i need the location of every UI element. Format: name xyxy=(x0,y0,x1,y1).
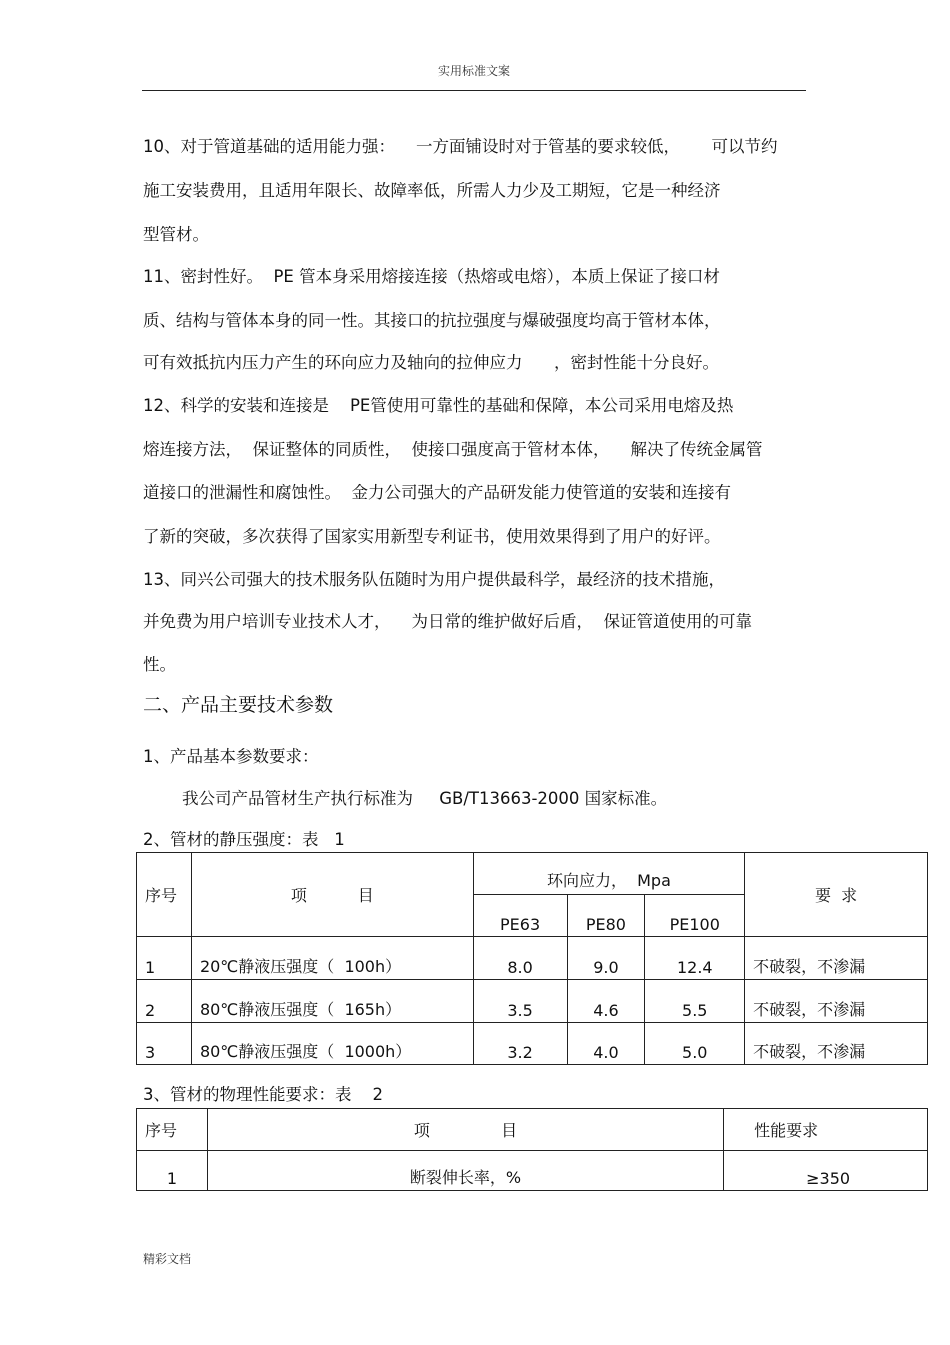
row-pe63: 3.2 xyxy=(473,1023,567,1065)
header-pe80: PE80 xyxy=(567,895,645,937)
row-pe63: 8.0 xyxy=(473,937,567,980)
row-pe100: 5.5 xyxy=(645,980,745,1023)
static-pressure-table xyxy=(136,852,928,1065)
paragraph-11-line-2: 质、结构与管体本身的同一性。其接口的抗拉强度与爆破强度均高于管材本体， xyxy=(143,311,721,330)
paragraph-11-line-3: 可有效抵抗内压力产生的环向应力及轴向的拉伸应力 ，密封性能十分良好。 xyxy=(143,353,719,372)
header-pe63: PE63 xyxy=(473,895,567,937)
header-no: 序号 xyxy=(137,853,192,937)
row-requirement: 不破裂，不渗漏 xyxy=(745,937,928,980)
table-row xyxy=(137,980,928,1023)
header-pe100: PE100 xyxy=(645,895,745,937)
header-no: 序号 xyxy=(137,1109,208,1151)
header-item: 项 目 xyxy=(207,1109,723,1151)
paragraph-10-line-2: 施工安装费用，且适用年限长、故障率低，所需人力少及工期短，它是一种经济 xyxy=(143,181,721,200)
header-item: 项 目 xyxy=(191,853,473,937)
table-row xyxy=(137,937,928,980)
standard-statement: 我公司产品管材生产执行标准为 GB/T13663-2000 国家标准。 xyxy=(182,789,668,808)
row-item: 80℃静液压强度（ 165h） xyxy=(191,980,473,1023)
row-item: 20℃静液压强度（ 100h） xyxy=(191,937,473,980)
header-hoop-stress: 环向应力， Mpa xyxy=(473,853,744,895)
row-no: 1 xyxy=(137,937,192,980)
paragraph-12-line-4: 了新的突破，多次获得了国家实用新型专利证书，使用效果得到了用户的好评。 xyxy=(143,527,721,546)
row-requirement: 不破裂，不渗漏 xyxy=(745,980,928,1023)
header-requirement: 要 求 xyxy=(745,853,928,937)
paragraph-11-line-1: 11、密封性好。 PE 管本身采用熔接连接（热熔或电熔），本质上保证了接口材 xyxy=(143,267,720,286)
header-requirement: 性能要求 xyxy=(724,1109,928,1151)
physical-properties-table xyxy=(136,1108,928,1191)
paragraph-13-line-3: 性。 xyxy=(143,655,176,674)
paragraph-13-line-2: 并免费为用户培训专业技术人才， 为日常的维护做好后盾， 保证管道使用的可靠 xyxy=(143,612,752,631)
table-1-caption: 2、管材的静压强度：表 1 xyxy=(143,830,345,849)
row-requirement: ≥350 xyxy=(724,1151,928,1191)
row-no: 1 xyxy=(137,1151,208,1191)
paragraph-13-line-1: 13、同兴公司强大的技术服务队伍随时为用户提供最科学，最经济的技术措施， xyxy=(143,570,725,589)
row-pe80: 4.6 xyxy=(567,980,645,1023)
page-header: 实用标准文案 xyxy=(437,64,510,78)
row-item: 80℃静液压强度（ 1000h） xyxy=(191,1023,473,1065)
row-no: 2 xyxy=(137,980,192,1023)
section-2-title: 二、产品主要技术参数 xyxy=(143,694,334,716)
paragraph-12-line-1: 12、科学的安装和连接是 PE管使用可靠性的基础和保障，本公司采用电熔及热 xyxy=(143,396,734,415)
row-pe80: 9.0 xyxy=(567,937,645,980)
row-pe80: 4.0 xyxy=(567,1023,645,1065)
table-row xyxy=(137,1023,928,1065)
row-pe100: 5.0 xyxy=(645,1023,745,1065)
paragraph-12-line-3: 道接口的泄漏性和腐蚀性。 金力公司强大的产品研发能力使管道的安装和连接有 xyxy=(143,483,731,502)
row-requirement: 不破裂，不渗漏 xyxy=(745,1023,928,1065)
row-item: 断裂伸长率，% xyxy=(207,1151,723,1191)
table-row xyxy=(137,1151,928,1191)
paragraph-10-line-3: 型管材。 xyxy=(143,225,209,244)
row-no: 3 xyxy=(137,1023,192,1065)
row-pe100: 12.4 xyxy=(645,937,745,980)
table-2-caption: 3、管材的物理性能要求：表 2 xyxy=(143,1085,383,1104)
row-pe63: 3.5 xyxy=(473,980,567,1023)
paragraph-10-line-1: 10、对于管道基础的适用能力强： 一方面铺设时对于管基的要求较低， 可以节约 xyxy=(143,137,778,156)
header-divider xyxy=(142,90,806,91)
paragraph-12-line-2: 熔连接方法， 保证整体的同质性， 使接口强度高于管材本体， 解决了传统金属管 xyxy=(143,440,763,459)
page-footer: 精彩文档 xyxy=(143,1252,192,1266)
subsection-1-title: 1、产品基本参数要求： xyxy=(143,747,319,766)
